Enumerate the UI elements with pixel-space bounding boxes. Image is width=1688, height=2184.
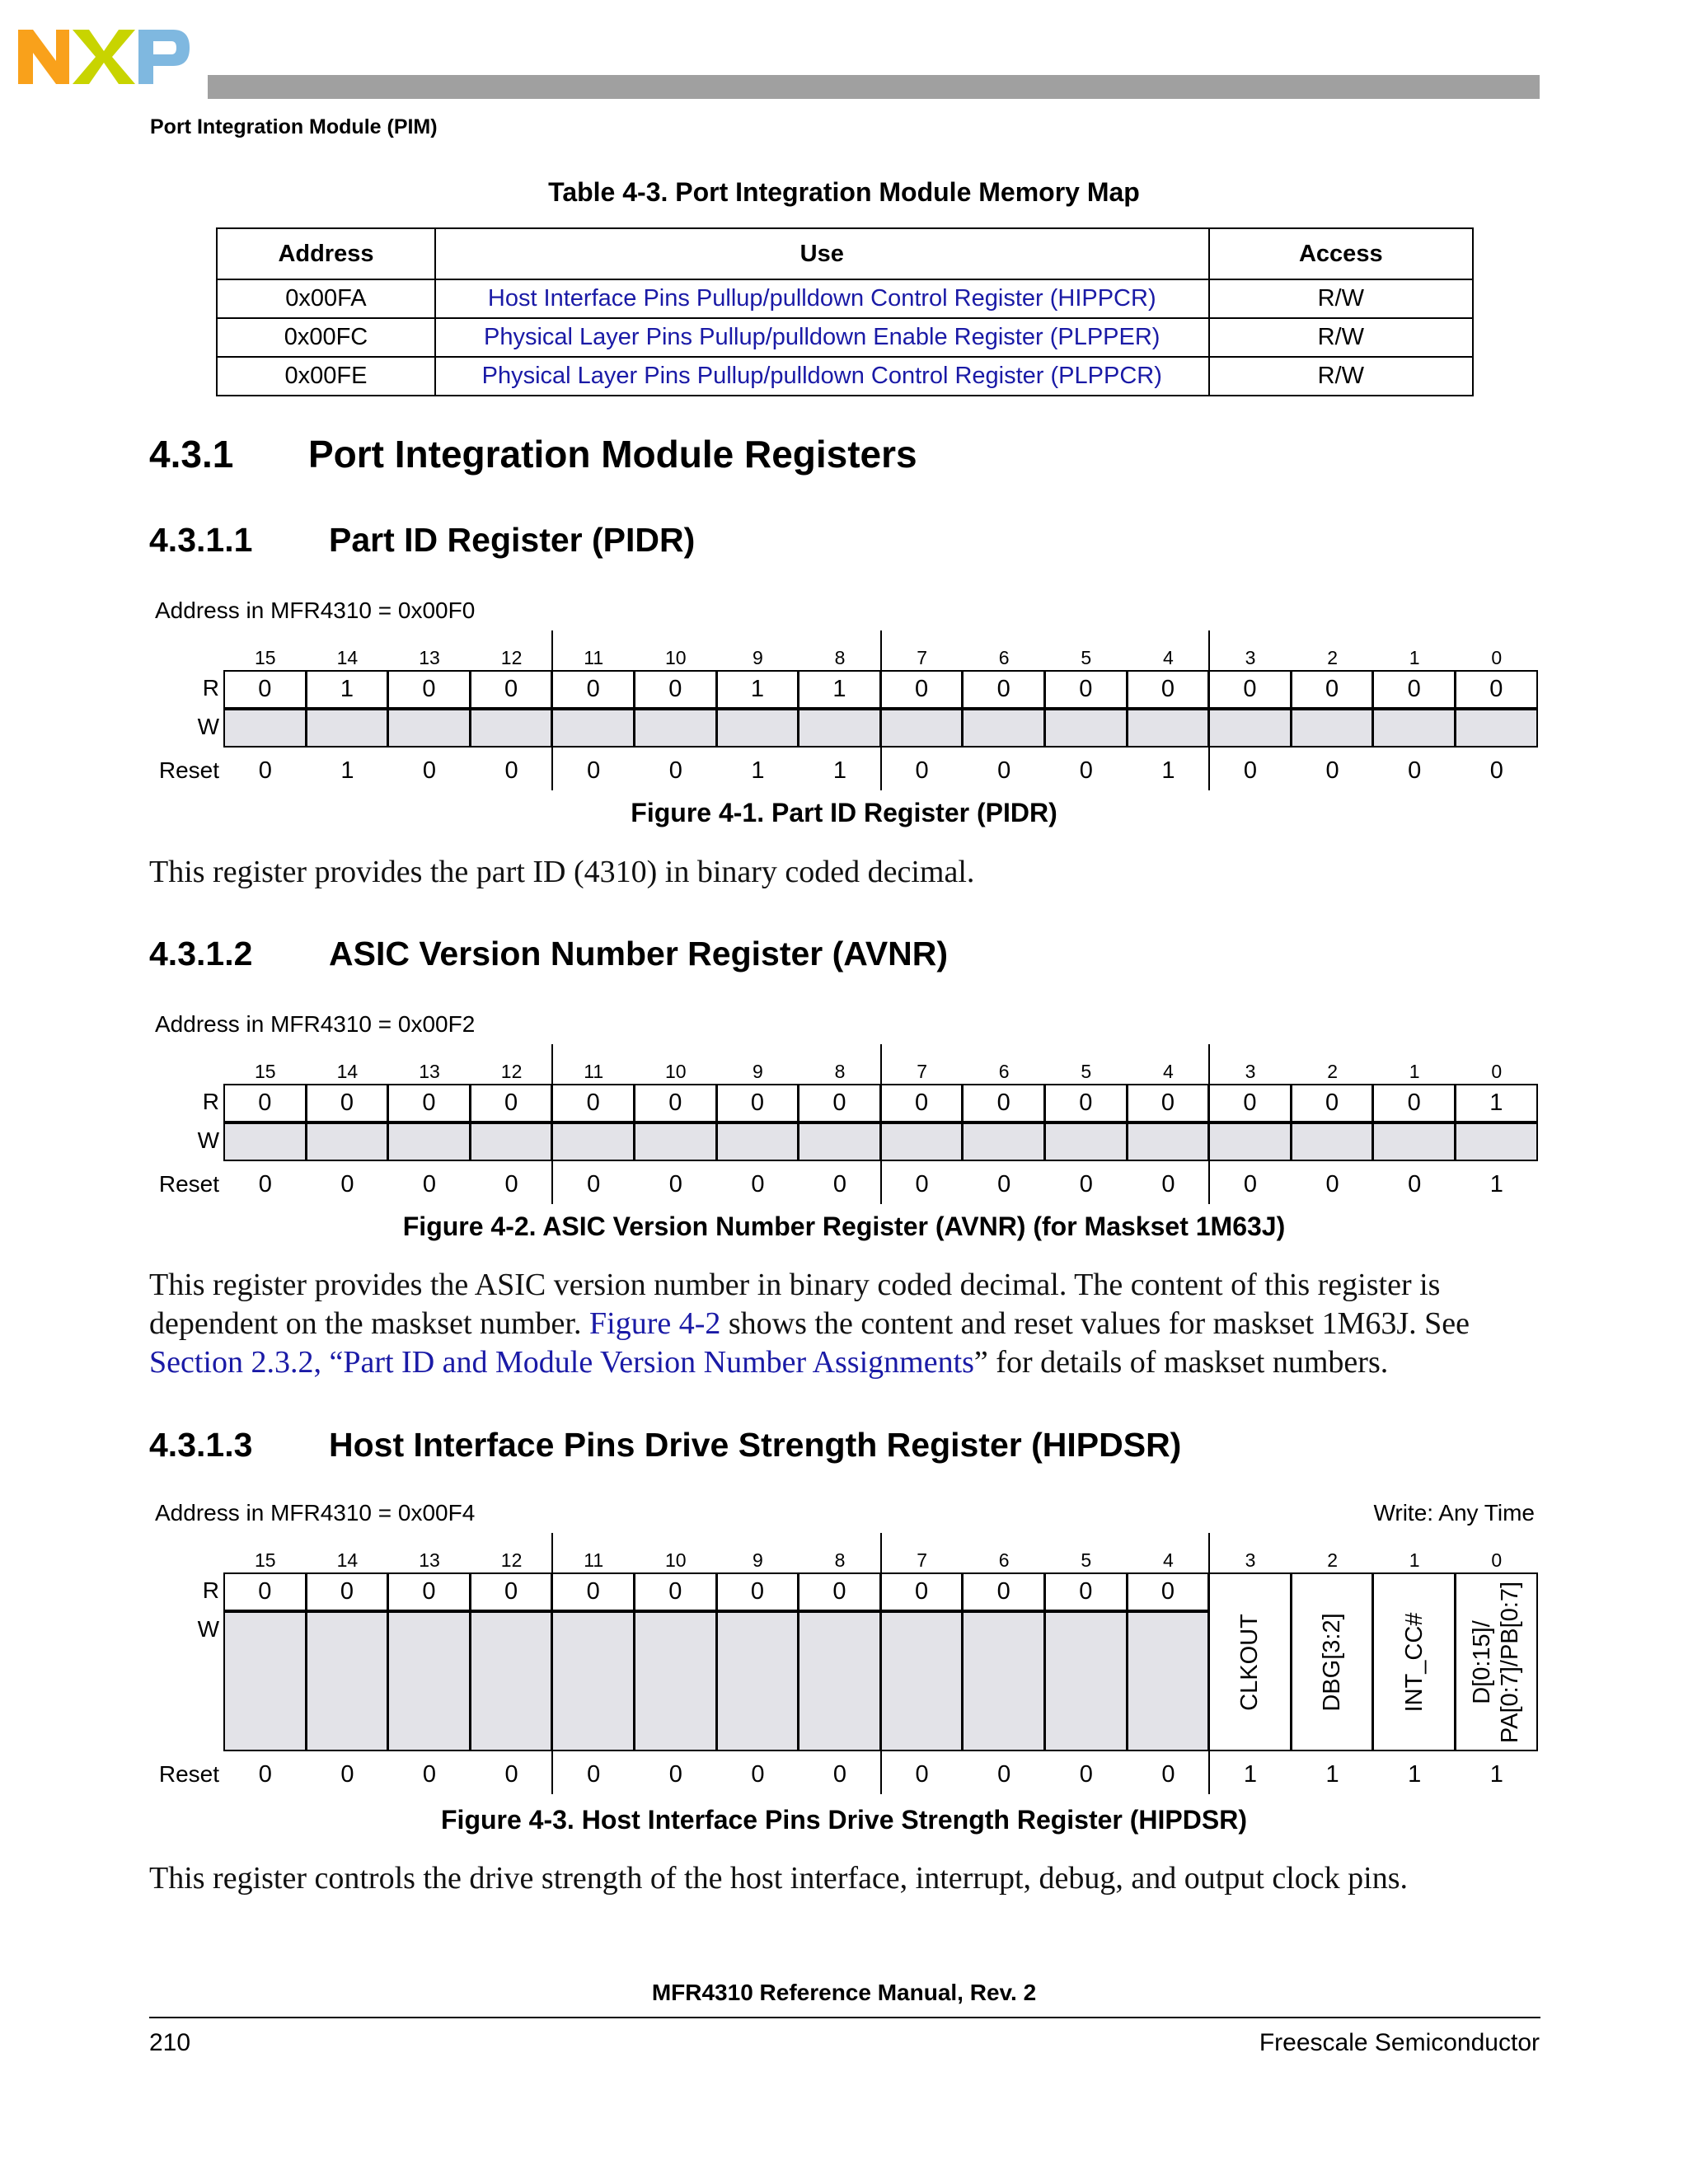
bit-number: 0 [1491, 1061, 1503, 1082]
reset-value: 0 [1325, 757, 1339, 784]
section-number: 4.3.1.1 [149, 521, 253, 559]
write-cell [1044, 1122, 1128, 1161]
write-cell [223, 1611, 307, 1751]
reset-value: 1 [1408, 1761, 1422, 1788]
write-cell [716, 1122, 799, 1161]
section-heading-pidr [149, 521, 1550, 562]
bit-number: 10 [665, 647, 687, 668]
reset-value: 0 [1079, 1171, 1093, 1197]
reset-value: 0 [587, 1761, 601, 1788]
reset-value: 0 [340, 1761, 354, 1788]
bit-number: 5 [1081, 647, 1092, 668]
section-link[interactable]: Section 2.3.2, “Part ID and Module Version Number Assignments [149, 1345, 974, 1380]
reset-value: 0 [258, 757, 272, 784]
write-cell [798, 1611, 881, 1751]
bit-number: 11 [584, 647, 604, 668]
write-cell [716, 709, 799, 748]
memory-map-table [216, 227, 1474, 396]
field-int-cc [1372, 1572, 1456, 1751]
read-value-cell: 0 [1455, 670, 1538, 709]
reset-value: 0 [504, 757, 518, 784]
reset-value: 0 [504, 1171, 518, 1197]
reset-value: 0 [915, 1761, 929, 1788]
reset-value: 1 [1161, 757, 1175, 784]
read-value-cell: 0 [1291, 670, 1374, 709]
reset-value: 0 [915, 1171, 929, 1197]
write-cell [306, 709, 389, 748]
reset-value: 0 [422, 757, 437, 784]
bit-number: 15 [255, 1061, 276, 1082]
bit-number: 7 [917, 1061, 927, 1082]
read-value-cell: 0 [962, 1084, 1045, 1122]
bit-number: 14 [336, 647, 359, 668]
read-value-cell: 0 [634, 1084, 717, 1122]
write-cell [962, 1611, 1045, 1751]
table-header-row [217, 228, 1473, 279]
reset-value: 0 [1243, 1171, 1258, 1197]
access-cell: R/W [1209, 279, 1473, 318]
read-value-cell: 0 [634, 1572, 717, 1611]
read-value-cell: 0 [880, 670, 964, 709]
bit-number: 12 [500, 647, 523, 668]
field-label: INT_CC# [1400, 1612, 1428, 1712]
nxp-logo [18, 25, 191, 89]
reset-value: 0 [832, 1761, 847, 1788]
reset-value: 0 [915, 757, 929, 784]
reset-value: 0 [340, 1171, 354, 1197]
reset-value: 0 [997, 1171, 1011, 1197]
write-cell [634, 709, 717, 748]
write-cell [1208, 1122, 1292, 1161]
write-cell [1127, 709, 1210, 748]
read-value-cell: 0 [470, 1084, 553, 1122]
write-cell [798, 709, 881, 748]
bit-number: 0 [1491, 1549, 1503, 1571]
write-cell [798, 1122, 881, 1161]
write-cell [1044, 1611, 1128, 1751]
write-cell [1044, 709, 1128, 748]
bit-number: 7 [917, 647, 927, 668]
read-value-cell: 0 [1291, 1084, 1374, 1122]
bit-number: 1 [1409, 1549, 1420, 1571]
read-value-cell: 0 [880, 1572, 964, 1611]
address-cell: 0x00FA [217, 279, 435, 318]
reset-value: 0 [668, 1171, 682, 1197]
figure-caption-pidr: Figure 4-1. Part ID Register (PIDR) [631, 798, 1057, 827]
read-value-cell: 0 [1127, 1084, 1210, 1122]
reset-value: 1 [832, 757, 847, 784]
reset-value: 0 [997, 757, 1011, 784]
row-label-reset: Reset [158, 757, 219, 783]
bit-number: 4 [1162, 647, 1174, 668]
bit-number: 6 [998, 1061, 1010, 1082]
address-cell: 0x00FE [217, 357, 435, 396]
hipdsr-description: This register controls the drive strength of the host interface, interrupt, debug, and output clock pins. [149, 1861, 1408, 1896]
reset-value: 1 [1489, 1761, 1503, 1788]
bit-number: 6 [998, 647, 1010, 668]
bit-number: 13 [419, 1549, 440, 1571]
write-cell [1127, 1122, 1210, 1161]
read-value-cell: 0 [470, 670, 553, 709]
company-name: Freescale Semiconductor [1259, 2029, 1540, 2056]
write-cell [1291, 709, 1374, 748]
bit-number: 6 [998, 1549, 1010, 1571]
write-cell [880, 709, 964, 748]
bit-number: 2 [1327, 647, 1338, 668]
write-cell [470, 1122, 553, 1161]
reset-value: 1 [1243, 1761, 1258, 1788]
read-value-cell: 0 [1372, 670, 1456, 709]
read-value-cell: 0 [1127, 670, 1210, 709]
reset-value: 0 [504, 1761, 518, 1788]
section-heading-hipdsr [149, 1426, 1550, 1467]
read-value-cell: 0 [1208, 670, 1292, 709]
description-text: This register provides the ASIC version number in binary coded decimal. The content of this register is dependent on the maskset number. [149, 1268, 1441, 1341]
bit-number: 3 [1245, 1549, 1256, 1571]
reset-value: 0 [997, 1761, 1011, 1788]
row-label-reset: Reset [158, 1171, 219, 1197]
footer-title: MFR4310 Reference Manual, Rev. 2 [651, 1980, 1037, 2005]
bit-number: 0 [1491, 647, 1503, 668]
read-value-cell: 1 [306, 670, 389, 709]
page-number: 210 [149, 2029, 191, 2056]
bit-number: 8 [834, 1061, 846, 1082]
read-value-cell: 1 [798, 670, 881, 709]
read-value-cell: 1 [1455, 1084, 1538, 1122]
read-value-cell: 0 [306, 1572, 389, 1611]
read-value-cell: 0 [387, 670, 471, 709]
read-value-cell: 0 [1044, 1084, 1128, 1122]
bit-number: 4 [1162, 1061, 1174, 1082]
pidr-description: This register provides the part ID (4310) in binary coded decimal. [149, 855, 975, 889]
reset-value: 0 [258, 1761, 272, 1788]
read-value-cell: 0 [880, 1084, 964, 1122]
section-title: Part ID Register (PIDR) [329, 521, 696, 559]
register-link-plppcr[interactable]: Physical Layer Pins Pullup/pulldown Control Register (PLPPCR) [481, 363, 1162, 389]
section-heading-avnr [149, 935, 1550, 976]
table-row [217, 318, 1473, 357]
write-cell [470, 1611, 553, 1751]
read-value-cell: 0 [716, 1084, 799, 1122]
read-value-cell: 0 [1372, 1084, 1456, 1122]
write-cell [223, 709, 307, 748]
read-value-cell: 0 [223, 1084, 307, 1122]
figure-caption-avnr: Figure 4-2. ASIC Version Number Register (AVNR) (for Maskset 1M63J) [402, 1212, 1286, 1241]
reset-value: 0 [422, 1761, 437, 1788]
bit-number: 15 [255, 1549, 276, 1571]
bit-number: 8 [834, 1549, 846, 1571]
read-value-cell: 0 [387, 1084, 471, 1122]
write-cell [1291, 1122, 1374, 1161]
write-cell [716, 1611, 799, 1751]
row-label-r: R [202, 1089, 219, 1114]
footer-rule [149, 2017, 1540, 2018]
write-cell [551, 709, 635, 748]
write-cell [551, 1122, 635, 1161]
description-text: shows the content and reset values for maskset 1M63J. See [720, 1306, 1470, 1341]
reset-value: 0 [1408, 1171, 1422, 1197]
write-cell [1455, 1122, 1538, 1161]
reset-value: 0 [1161, 1761, 1175, 1788]
write-access-info: Write: Any Time [1373, 1500, 1535, 1526]
bit-number: 14 [336, 1549, 359, 1571]
bit-number: 9 [752, 1549, 763, 1571]
read-value-cell: 0 [470, 1572, 553, 1611]
section-number: 4.3.1.3 [149, 1426, 253, 1464]
column-header-access: Access [1209, 228, 1473, 279]
bit-number: 5 [1081, 1549, 1092, 1571]
reset-value: 1 [340, 757, 354, 784]
write-cell [387, 1122, 471, 1161]
reset-value: 0 [1243, 757, 1258, 784]
bit-number: 5 [1081, 1061, 1092, 1082]
reset-value: 0 [832, 1171, 847, 1197]
table-row [217, 279, 1473, 318]
section-title: Host Interface Pins Drive Strength Register (HIPDSR) [329, 1426, 1182, 1464]
write-cell [551, 1611, 635, 1751]
write-cell [306, 1122, 389, 1161]
read-value-cell: 0 [1044, 670, 1128, 709]
bit-number: 2 [1327, 1061, 1338, 1082]
avnr-description [149, 1266, 1542, 1382]
bit-number: 1 [1409, 1061, 1420, 1082]
read-value-cell: 0 [551, 670, 635, 709]
read-value-cell: 0 [223, 1572, 307, 1611]
read-value-cell: 0 [798, 1084, 881, 1122]
bit-number: 9 [752, 647, 763, 668]
read-value-cell: 0 [306, 1084, 389, 1122]
table-row [217, 357, 1473, 396]
section-title: ASIC Version Number Register (AVNR) [329, 935, 949, 972]
bit-number: 10 [665, 1549, 687, 1571]
access-cell: R/W [1209, 357, 1473, 396]
field-label-line1: D[0:15]/ [1469, 1619, 1496, 1704]
bit-number: 8 [834, 647, 846, 668]
write-cell [962, 709, 1045, 748]
read-value-cell: 0 [387, 1572, 471, 1611]
column-header-use: Use [435, 228, 1209, 279]
bit-number: 13 [419, 1061, 440, 1082]
reset-value: 0 [1325, 1171, 1339, 1197]
section-number: 4.3.1 [149, 433, 234, 476]
bit-number: 12 [500, 1549, 523, 1571]
read-value-cell: 0 [1208, 1084, 1292, 1122]
reset-value: 0 [1079, 1761, 1093, 1788]
use-cell [435, 279, 1209, 318]
write-cell [1455, 709, 1538, 748]
read-value-cell: 0 [962, 1572, 1045, 1611]
reset-value: 0 [258, 1171, 272, 1197]
row-label-w: W [197, 1127, 219, 1153]
reset-value: 1 [1489, 1171, 1503, 1197]
bit-number: 7 [917, 1549, 927, 1571]
write-cell [470, 709, 553, 748]
use-cell [435, 318, 1209, 357]
bit-number: 14 [336, 1061, 359, 1082]
reset-value: 1 [751, 757, 765, 784]
read-value-cell: 0 [1127, 1572, 1210, 1611]
read-value-cell: 0 [716, 1572, 799, 1611]
column-header-address: Address [217, 228, 435, 279]
running-head: Port Integration Module (PIM) [150, 115, 438, 138]
bit-number: 10 [665, 1061, 687, 1082]
row-label-r: R [202, 1577, 219, 1603]
figure-caption-hipdsr: Figure 4-3. Host Interface Pins Drive Strength Register (HIPDSR) [441, 1805, 1247, 1835]
reset-value: 0 [751, 1171, 765, 1197]
register-address: Address in MFR4310 = 0x00F2 [155, 1011, 476, 1037]
reset-value: 0 [422, 1171, 437, 1197]
write-cell [306, 1611, 389, 1751]
read-value-cell: 0 [223, 670, 307, 709]
write-cell [880, 1122, 964, 1161]
reset-value: 0 [1161, 1171, 1175, 1197]
field-dbg [1291, 1572, 1374, 1751]
field-label: CLKOUT [1236, 1613, 1264, 1711]
access-cell: R/W [1209, 318, 1473, 357]
write-cell [962, 1122, 1045, 1161]
row-label-w: W [197, 714, 219, 739]
row-label-w: W [197, 1616, 219, 1642]
bit-number: 11 [584, 1549, 604, 1571]
header-bar [208, 75, 1540, 99]
write-cell [1372, 1122, 1456, 1161]
table-caption: Table 4-3. Port Integration Module Memory Map [548, 177, 1140, 207]
bit-number: 11 [584, 1061, 604, 1082]
use-cell [435, 357, 1209, 396]
read-value-cell: 0 [634, 670, 717, 709]
write-cell [1372, 709, 1456, 748]
field-label [1468, 1581, 1524, 1742]
bit-number: 9 [752, 1061, 763, 1082]
reset-value: 0 [668, 1761, 682, 1788]
read-value-cell: 0 [798, 1572, 881, 1611]
field-label: DBG[3:2] [1319, 1612, 1346, 1712]
bit-number: 13 [419, 647, 440, 668]
register-address: Address in MFR4310 = 0x00F4 [155, 1500, 476, 1526]
reset-value: 0 [751, 1761, 765, 1788]
write-cell [634, 1611, 717, 1751]
read-value-cell: 1 [716, 670, 799, 709]
write-cell [1208, 709, 1292, 748]
row-label-r: R [202, 675, 219, 701]
reset-value: 0 [668, 757, 682, 784]
write-cell [387, 1611, 471, 1751]
read-value-cell: 0 [962, 670, 1045, 709]
reset-value: 1 [1325, 1761, 1339, 1788]
reset-value: 0 [587, 757, 601, 784]
write-cell [223, 1122, 307, 1161]
section-number: 4.3.1.2 [149, 935, 253, 972]
bit-number: 4 [1162, 1549, 1174, 1571]
address-cell: 0x00FC [217, 318, 435, 357]
description-text: ” for details of maskset numbers. [973, 1345, 1389, 1380]
reset-value: 0 [1489, 757, 1503, 784]
write-cell [634, 1122, 717, 1161]
field-label-line2: PA[0:7]/PB[0:7] [1497, 1581, 1524, 1743]
reset-value: 0 [1408, 757, 1422, 784]
bit-number: 3 [1245, 647, 1256, 668]
bit-number: 1 [1409, 647, 1420, 668]
bit-number: 12 [500, 1061, 523, 1082]
read-value-cell: 0 [551, 1084, 635, 1122]
bit-number: 3 [1245, 1061, 1256, 1082]
write-cell [880, 1611, 964, 1751]
section-title: Port Integration Module Registers [308, 433, 917, 476]
write-cell [387, 709, 471, 748]
hipdsr-register-figure [0, 1496, 1688, 1793]
register-link-hippcr[interactable]: Host Interface Pins Pullup/pulldown Control Register (HIPPCR) [487, 285, 1156, 312]
reset-value: 0 [1079, 757, 1093, 784]
reset-value: 0 [587, 1171, 601, 1197]
read-value-cell: 0 [1044, 1572, 1128, 1611]
register-address: Address in MFR4310 = 0x00F0 [155, 598, 476, 623]
field-data-pins [1455, 1572, 1538, 1751]
figure-link[interactable]: Figure 4-2 [589, 1306, 721, 1341]
row-label-reset: Reset [158, 1761, 219, 1787]
register-link-plpper[interactable]: Physical Layer Pins Pullup/pulldown Enable Register (PLPPER) [484, 324, 1160, 350]
write-cell [1127, 1611, 1210, 1751]
field-clkout [1208, 1572, 1292, 1751]
bit-number: 15 [255, 647, 276, 668]
bit-number: 2 [1327, 1549, 1338, 1571]
read-value-cell: 0 [551, 1572, 635, 1611]
